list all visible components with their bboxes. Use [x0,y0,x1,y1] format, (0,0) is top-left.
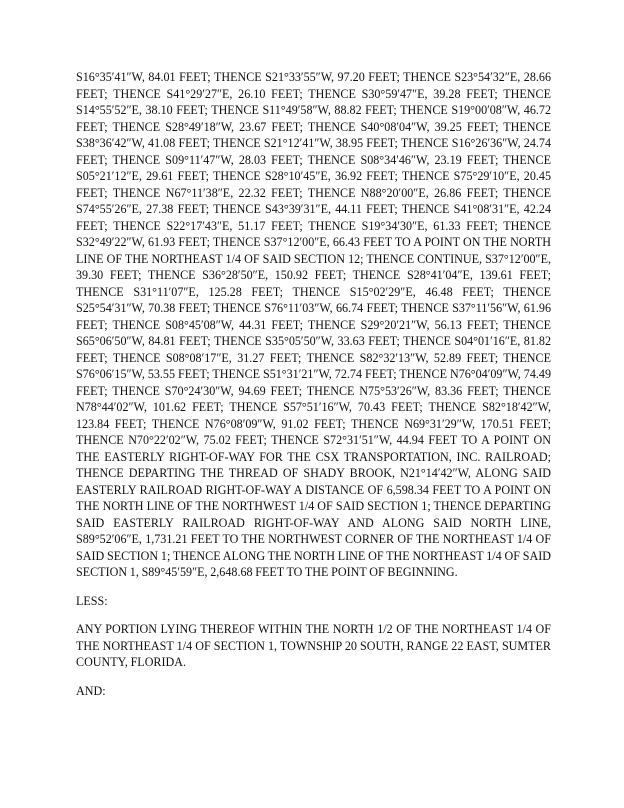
legal-description-page [76,69,551,711]
less-heading: LESS: [76,593,108,608]
and-heading: AND: [76,683,106,698]
less-exception-paragraph: ANY PORTION LYING THEREOF WITHIN THE NORTH 1/2 OF THE NORTHEAST 1/4 OF THE NORTHEAST 1/4 OF SECTION 1, TOWNSHIP 20 SOUTH, RANGE 22 EAST, SUMTER COUNTY, FLORIDA. [76,622,551,669]
metes-and-bounds-paragraph: S16°35′41″W, 84.01 FEET; THENCE S21°33′55″W, 97.20 FEET; THENCE S23°54′32″E, 28.66 FEET; THENCE S41°29′27″E, 26.10 FEET; THENCE S30°59′47″E, 39.28 FEET; THENCE S14°55′52″E, 38.10 FEET; THENCE S11°49′58″W, 88.82 FEET; THENCE S19°00′08″W, 46.72 FEET; THENCE S28°49′18″W, 23.67 FEET; THENCE S40°08′04″W, 39.25 FEET; THENCE S38°36′42″W, 41.08 FEET; THENCE S21°12′41″W, 38.95 FEET; THENCE S16°26′36″W, 24.74 FEET; THENCE S09°11′47″W, 28.03 FEET; THENCE S08°34′46″W, 23.19 FEET; THENCE S05°21′12″E, 29.61 FEET; THENCE S28°10′45″E, 36.92 FEET; THENCE S75°29′10″E, 20.45 FEET; THENCE N67°11′38″E, 22.32 FEET; THENCE N88°20′00″E, 26.86 FEET; THENCE S74°55′26″E, 27.38 FEET; THENCE S43°39′31″E, 44.11 FEET; THENCE S41°08′31″E, 42.24 FEET; THENCE S22°17′43″E, 51.17 FEET; THENCE S19°34′30″E, 61.33 FEET; THENCE S32°49′22″W, 61.93 FEET; THENCE S37°12′00″E, 66.43 FEET TO A POINT ON THE NORTH LINE OF THE NORTHEAST 1/4 OF SAID SECTION 12; THENCE CONTINUE, S37°12′00″E, 39.30 FEET; THENCE S36°28′50″E, 150.92 FEET; THENCE S28°41′04″E, 139.61 FEET; THENCE S31°11′07″E, 125.28 FEET; THENCE S15°02′29″E, 46.48 FEET; THENCE S25°54′31″W, 70.38 FEET; THENCE S76°11′03″W, 66.74 FEET; THENCE S37°11′56″W, 61.96 FEET; THENCE S08°45′08″W, 44.31 FEET; THENCE S29°20′21″W, 56.13 FEET; THENCE S65°06′50″W, 84.81 FEET; THENCE S35°05′50″W, 33.63 FEET; THENCE S04°01′16″E, 81.82 FEET; THENCE S08°08′17″E, 31.27 FEET; THENCE S82°32′13″W, 52.89 FEET; THENCE S76°06′15″W, 53.55 FEET; THENCE S51°31′21″W, 72.74 FEET; THENCE N76°04′09″W, 74.49 FEET; THENCE S70°24′30″W, 94.69 FEET; THENCE N75°53′26″W, 83.36 FEET; THENCE N78°44′02″W, 101.62 FEET; THENCE S57°51′16″W, 70.43 FEET; THENCE S82°18′42″W, 123.84 FEET; THENCE N76°08′09″W, 91.02 FEET; THENCE N69°31′29″W, 170.51 FEET; THENCE N70°22′02″W, 75.02 FEET; THENCE S72°31′51″W, 44.94 FEET TO A POINT ON THE EASTERLY RIGHT-OF-WAY FOR THE CSX TRANSPORTATION, INC. RAILROAD; THENCE DEPARTING THE THREAD OF SHADY BROOK, N21°14′42″W, ALONG SAID EASTERLY RAILROAD RIGHT-OF-WAY A DISTANCE OF 6,598.34 FEET TO A POINT ON THE NORTH LINE OF THE NORTHWEST 1/4 OF SAID SECTION 1; THENCE DEPARTING SAID EASTERLY RAILROAD RIGHT-OF-WAY AND ALONG SAID NORTH LINE, S89°52′06″E, 1,731.21 FEET TO THE NORTHWEST CORNER OF THE NORTHEAST 1/4 OF SAID SECTION 1; THENCE ALONG THE NORTH LINE OF THE NORTHEAST 1/4 OF SAID SECTION 1, S89°45′59″E, 2,648.68 FEET TO THE POINT OF BEGINNING. [76,70,551,579]
